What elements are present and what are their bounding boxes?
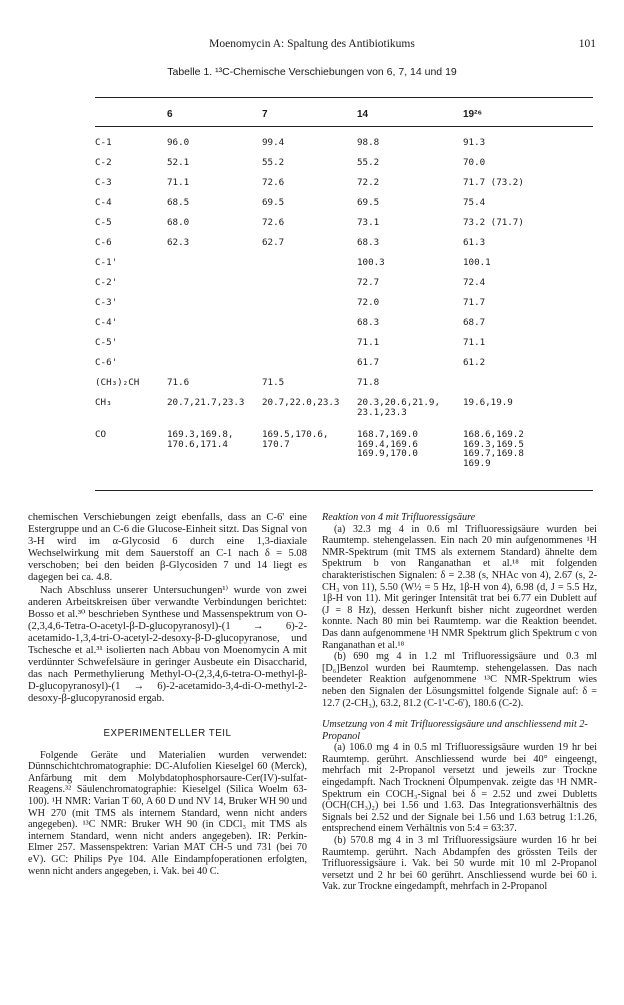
table-cell: 168.7,169.0 169.4,169.6 169.9,170.0 — [357, 429, 418, 459]
paragraph: Folgende Geräte und Materialien wurden verwendet: Dünnschichtchromatographie: DC-Alufolien Kieselgel 60 (Merck), Anfärbung mit dem Molybdatophosphorsaure-Cer(IV)-sulfat-Reagens.³² Säulenchromatographie: Kieselgel (Silica Woelm 63-100). ¹H NMR: Varian T 60, A 60 D und NV 14, Bruker WH 90 und WH 270 (mit TMS als internem Standard, wenn nicht anders angegeben). ¹³C NMR: Bruker WH 90 (in CDCl₃ mit TMS als internem Standard, wenn nicht anders angegeben). IR: Perkin-Elmer 257. Massenspektren: Varian MAT CH-5 und 731 (bei 70 eV). GC: Philips Pye 104. Alle Eindampfoperationen erfolgten, wenn nicht anders angegeben, i. Vak. bei 40 C. — [28, 749, 307, 877]
table-cell: 61.7 — [357, 357, 380, 368]
table-cell — [167, 338, 262, 358]
table-cell: 168.6,169.2 169.3,169.5 169.7,169.8 169.9 — [463, 429, 524, 469]
paragraph: chemischen Verschiebungen zeigt ebenfalls, dass an C-6' eine Estergruppe und an C-6 die Glucose-Einheit sitzt. Das Signal von 3-H wird im α-Glycosid 6 durch eine 1,3-diaxiale Wechselwirkung mit dem Sauerstoff an C-1 nach δ = 5.08 verschoben; bei den beiden β-Glycosiden 7 und 14 liegt es dagegen bei ca. 4.8. — [28, 512, 307, 584]
table-cell: 20.3,20.6,21.9, 23.1,23.3 — [357, 397, 440, 418]
table-cell: 62.3 — [167, 237, 190, 248]
table-cell: 169.3,169.8, 170.6,171.4 — [167, 429, 234, 450]
table-cell — [167, 258, 262, 278]
paragraph: Nach Abschluss unserer Untersuchungen¹⁾ wurde von zwei anderen Arbeitskreisen über verwandte Verbindungen berichtet: Bosso et al.³⁰ beschrieben Synthese und Massenspektrum von O-(2,3,4,6-Tetra-O-acetyl-β-D-glucopyranosyl)-(1 → 6)-2-acetamido-1,3,4-tri-O-acetyl-2-desoxy-β-D-glucopyranose, und Tschesche et al.³¹ isolierten nach Abbau von Moenomycin A mit verdünnter Schwefelsäure in geringer Ausbeute ein Disaccharid, das nach Permethylierung Methyl-O-(2,3,4,6-tetra-O-methyl-β-D-glucopyranosyl)-(1 → 6)-2-acetamido-3,4-di-O-methyl-2-desoxy-β-glucopyranosid ergab. — [28, 584, 307, 705]
table-cell — [167, 358, 262, 378]
table-row — [95, 158, 593, 178]
table-row — [95, 378, 593, 398]
subsection-heading: Umsetzung von 4 mit Trifluoressigsäure und anschliessend mit 2-Propanol — [322, 719, 588, 742]
spacer — [322, 709, 597, 719]
table-cell: 71.7 — [463, 297, 486, 308]
table-cell: 91.3 — [463, 137, 486, 148]
table-cell: C-3 — [95, 177, 112, 188]
paragraph: (a) 32.3 mg 4 in 0.6 ml Trifluoressigsäure wurden bei Raumtemp. stehengelassen. Ein nach 20 min aufgenommenes ¹H NMR-Spektrum (mit TMS als externem Standard) ähnelte dem Spektrum b von Ranganathan et al.¹⁸ mit folgenden charakteristischen Signalen: δ = 2.38 (s, NHAc von 4), 2.67 (s, 2-CH₃ von 11), 5.50 (W½ = 5 Hz, 1β-H von 4), 6.98 (d, J = 5.5 Hz, 1β-H von 11). Mit geringer Intensität trat bei 6.77 ein Dublett auf (J = 8 Hz), dessen Herkunft bisher nicht zugeordnet werden konnte. Nach 80 min bei Raumtemp. war die Reaktion beendet. Das dann aufgenommene ¹H NMR Spektrum glich Spektrum c von Ranganathan et al.¹⁸ — [322, 523, 597, 651]
table-cell: 68.0 — [167, 217, 190, 228]
table-row — [95, 278, 593, 298]
table-row — [95, 298, 593, 318]
table-row — [95, 238, 593, 258]
table-row — [95, 218, 593, 238]
table-row — [95, 258, 593, 278]
subsection-heading: Reaktion von 4 mit Trifluoressigsäure — [322, 512, 476, 523]
chemical-shift-table — [95, 102, 593, 468]
table-caption: Tabelle 1. ¹³C-Chemische Verschiebungen von 6, 7, 14 und 19 — [167, 66, 457, 78]
table-cell — [262, 258, 357, 278]
table-cell: 75.4 — [463, 197, 486, 208]
paragraph: (b) 690 mg 4 in 1.2 ml Trifluoressigsäure und 0.3 ml [D₆]Benzol wurden bei Raumtemp. stehengelassen. Das nach beendeter Reaktion aufgenommene ¹³C NMR-Spektrum wies neben den Signalen der Lösungsmittel folgende Signale auf: δ = 12.7 (2-CH₃), 63.2, 81.2 (C-1'-C-6'), 180.6 (C-2). — [322, 651, 597, 709]
table-cell — [262, 278, 357, 298]
table-cell: 62.7 — [262, 237, 285, 248]
table-row — [95, 358, 593, 378]
table-cell — [463, 378, 593, 398]
table-cell: 61.3 — [463, 237, 486, 248]
header-cell: 14 — [357, 109, 369, 120]
table-row — [95, 398, 593, 430]
table-cell: 52.1 — [167, 157, 190, 168]
table-cell: C-2' — [95, 277, 118, 288]
table-cell: 99.4 — [262, 137, 285, 148]
table-cell: 100.1 — [463, 257, 491, 268]
table-cell: 72.2 — [357, 177, 380, 188]
table-cell: 71.6 — [167, 377, 190, 388]
table-cell: 68.3 — [357, 237, 380, 248]
table-cell: 68.5 — [167, 197, 190, 208]
paragraph: (b) 570.8 mg 4 in 3 ml Trifluoressigsäure wurden 16 hr bei Raumtemp. gerührt. Nach Abdampfen des grössten Teils der Trifluoressigsäure i. Vak. bei 50 wurde mit 10 ml 2-Propanol versetzt und 2 hr bei 60 gerührt. Anschliessend wurde bei 60 i. Vak. zur Trockne eingedampft, mehrfach in 2-Propanol — [322, 835, 597, 893]
table-cell: C-5' — [95, 337, 118, 348]
table-cell: 69.5 — [262, 197, 285, 208]
table-row — [95, 338, 593, 358]
table-header-row — [95, 102, 593, 126]
right-column — [322, 512, 597, 893]
table-cell: 72.6 — [262, 177, 285, 188]
table-cell: 19.6,19.9 — [463, 397, 513, 408]
table-cell: C-6' — [95, 357, 118, 368]
table-cell: 169.5,170.6, 170.7 — [262, 429, 329, 450]
table-cell: CO — [95, 429, 107, 440]
table-cell: C-4 — [95, 197, 112, 208]
table-cell: 20.7,22.0,23.3 — [262, 397, 340, 408]
table-cell: 70.0 — [463, 157, 486, 168]
header-cell: 6 — [167, 109, 173, 120]
table-cell: 68.7 — [463, 317, 486, 328]
table-bottom-rule — [95, 490, 593, 491]
page-number: 101 — [578, 38, 596, 50]
table-row — [95, 198, 593, 218]
table-cell: 55.2 — [357, 157, 380, 168]
table-row — [95, 178, 593, 198]
table-cell: 96.0 — [167, 137, 190, 148]
table-row — [95, 430, 593, 468]
table-cell: C-1 — [95, 137, 112, 148]
left-column — [28, 512, 307, 877]
table-cell: 72.4 — [463, 277, 486, 288]
table-cell: 55.2 — [262, 157, 285, 168]
table-cell — [167, 298, 262, 318]
table-cell: C-2 — [95, 157, 112, 168]
table-cell: 73.2 (71.7) — [463, 217, 524, 228]
table-cell — [262, 358, 357, 378]
header-cell: 19²⁶ — [463, 109, 483, 120]
paragraph: (a) 106.0 mg 4 in 0.5 ml Trifluoressigsäure wurden 19 hr bei Raumtemp. gerührt. Anschliessend wurde bei 40° eingeengt, mehrfach mit 2-Propanol versetzt und jeweils zur Trockne eingedampft. Nach Trockneni Ölpumpenvak. zeigte das ¹H NMR-Spektrum ein COCH₃-Signal bei δ = 2.52 und zwei Dubletts (OCH(CH₃)₂) bei 1.56 und 1.63. Das Integrationsverhältnis des Signals bei 2.52 und der Signale bei 1.56 und 1.63 betrug 1:1.26, entsprechend einem Verhältnis von 5:4 = 63:37. — [322, 742, 597, 835]
table-cell: C-5 — [95, 217, 112, 228]
table-cell: 71.5 — [262, 377, 285, 388]
table-cell: 72.6 — [262, 217, 285, 228]
table-cell: 71.1 — [167, 177, 190, 188]
section-title: EXPERIMENTELLER TEIL — [103, 727, 232, 739]
table-cell — [262, 338, 357, 358]
table-cell: 20.7,21.7,23.3 — [167, 397, 245, 408]
running-title: Moenomycin A: Spaltung des Antibiotikums — [209, 38, 415, 50]
table-cell — [167, 318, 262, 338]
header-cell — [95, 102, 167, 126]
table-cell: C-6 — [95, 237, 112, 248]
table-row — [95, 318, 593, 338]
table-cell: 73.1 — [357, 217, 380, 228]
table-cell: (CH₃)₂CH — [95, 377, 140, 388]
table-cell: 72.0 — [357, 297, 380, 308]
table-cell — [262, 298, 357, 318]
table-cell: C-4' — [95, 317, 118, 328]
table-top-rule — [95, 97, 593, 98]
table-cell: 71.8 — [357, 377, 380, 388]
table-cell: 71.7 (73.2) — [463, 177, 524, 188]
table-cell: C-1' — [95, 257, 118, 268]
table-row — [95, 138, 593, 158]
table-cell: 100.3 — [357, 257, 385, 268]
table-cell: 72.7 — [357, 277, 380, 288]
table-cell: 98.8 — [357, 137, 380, 148]
table-cell: 71.1 — [357, 337, 380, 348]
table-cell: 68.3 — [357, 317, 380, 328]
header-cell: 7 — [262, 109, 268, 120]
table-cell: CH₃ — [95, 397, 112, 408]
table-cell — [167, 278, 262, 298]
table-cell: 71.1 — [463, 337, 486, 348]
table-cell: C-3' — [95, 297, 118, 308]
table-cell: 61.2 — [463, 357, 486, 368]
table-cell: 69.5 — [357, 197, 380, 208]
table-cell — [262, 318, 357, 338]
